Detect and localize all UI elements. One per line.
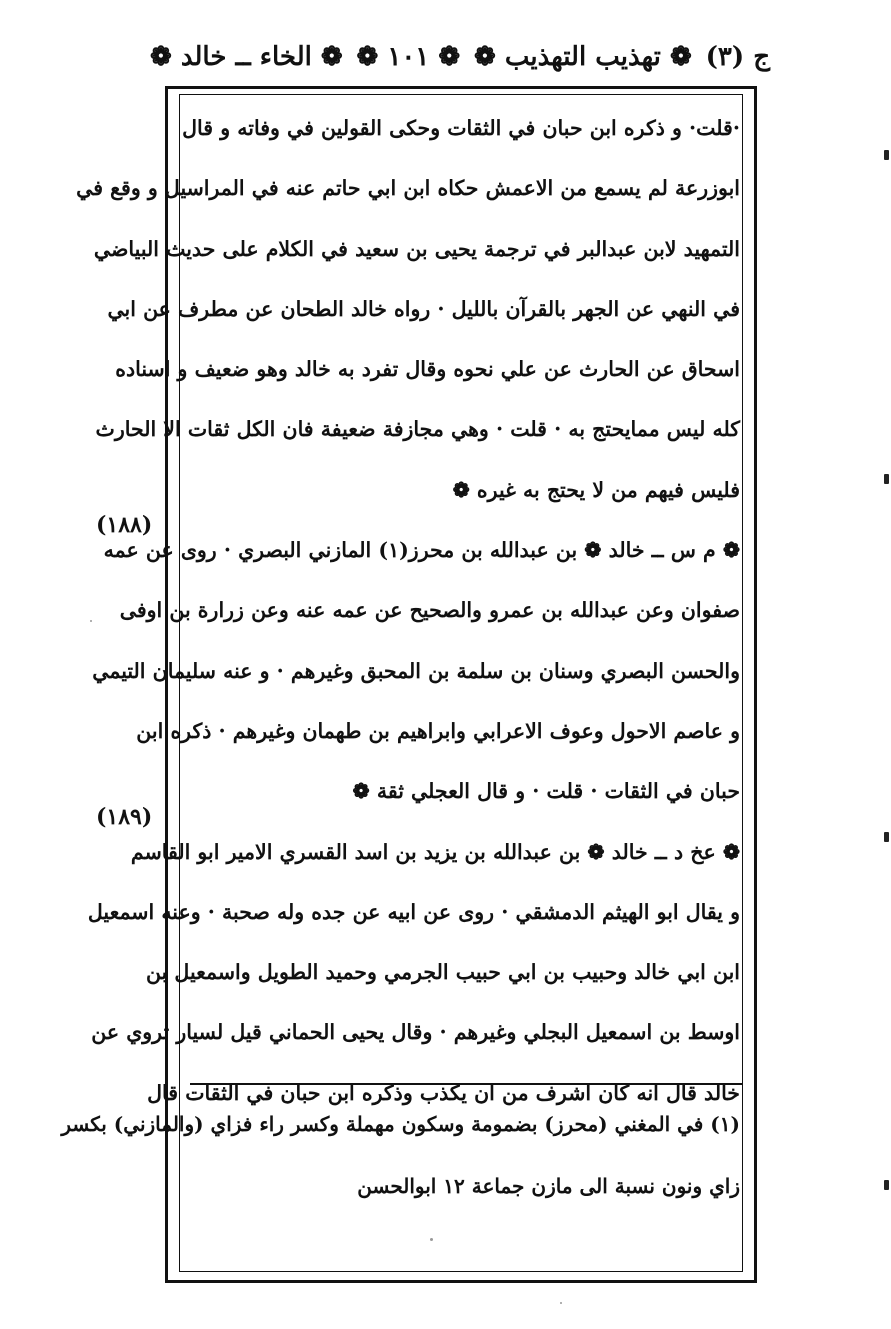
footnote-divider bbox=[190, 1083, 742, 1085]
text-line: و يقال ابو الهيثم الدمشقي · روى عن ابيه عن جده وله صحبة · وعنه اسمعيل bbox=[87, 899, 740, 924]
page-number: ❁ ١٠١ ❁ bbox=[356, 42, 461, 72]
entry-number-189: (١٨٩) bbox=[96, 804, 153, 830]
text-line: و عاصم الاحول وعوف الاعرابي وابراهيم بن طهمان وغيرهم · ذكره ابن bbox=[136, 718, 740, 743]
text-line: صفوان وعن عبدالله بن عمرو والصحيح عن عمه عنه وعن زرارة بن اوفى bbox=[119, 598, 740, 623]
paper-speck bbox=[90, 620, 92, 622]
text-line: ابوزرعة لم يسمع من الاعمش حكاه ابن ابي حاتم عنه في المراسيل و وقع في bbox=[76, 176, 740, 201]
margin-mark bbox=[884, 474, 889, 484]
text-line: فليس فيهم من لا يحتج به غيره ❁ bbox=[452, 477, 740, 502]
margin-mark bbox=[884, 832, 889, 842]
text-line: في النهي عن الجهر بالقرآن بالليل · رواه خالد الطحان عن مطرف عن ابي bbox=[107, 296, 740, 321]
paper-speck bbox=[430, 1238, 433, 1241]
entry-heading-line: ❁ م س ــ خالد ❁ بن عبدالله بن محرز(١) المازني البصري · روى عن عمه bbox=[103, 538, 740, 563]
book-title: ❁ تهذيب التهذيب ❁ bbox=[473, 42, 692, 72]
paper-speck bbox=[560, 1302, 562, 1304]
text-line: خالد قال انه كان اشرف من ان يكذب وذكره ابن حبان في الثقات قال bbox=[147, 1080, 740, 1105]
volume-label: ج (٣) bbox=[705, 42, 770, 72]
footnote-line: (١) في المغني (محرز) بضمومة وسكون مهملة وكسر راء فزاي (والمازني) بكسر bbox=[61, 1112, 740, 1136]
entry-heading-line: ❁ عخ د ــ خالد ❁ بن عبدالله بن يزيد بن اسد القسري الامير ابو القاسم bbox=[130, 839, 740, 864]
footnote-line: زاي ونون نسبة الى مازن جماعة ١٢ ابوالحسن bbox=[357, 1174, 740, 1198]
text-line: كله ليس ممايحتج به · قلت · وهي مجازفة ضعيفة فان الكل ثقات الا الحارث bbox=[95, 417, 740, 442]
entry-number-188: (١٨٨) bbox=[96, 512, 153, 538]
text-line: التمهيد لابن عبدالبر في ترجمة يحيى بن سعيد في الكلام على حديث البياضي bbox=[93, 236, 740, 261]
text-line: اوسط بن اسمعيل البجلي وغيرهم · وقال يحيى الحماني قيل لسيار تروي عن bbox=[91, 1020, 740, 1045]
margin-mark bbox=[884, 150, 889, 160]
footnotes bbox=[61, 1093, 740, 1217]
running-header bbox=[150, 32, 770, 82]
section-title: ❁ الخاء ــ خالد ❁ bbox=[150, 42, 343, 72]
margin-mark bbox=[884, 1180, 889, 1190]
text-line: ·قلت· و ذكره ابن حبان في الثقات وحكى القولين في وفاته و قال bbox=[182, 116, 740, 140]
text-line: والحسن البصري وسنان بن سلمة بن المحبق وغيرهم · و عنه سليمان التيمي bbox=[92, 658, 740, 683]
text-line: اسحاق عن الحارث عن علي نحوه وقال تفرد به خالد وهو ضعيف و اسناده bbox=[115, 357, 740, 382]
text-line: ابن ابي خالد وحبيب بن ابي حبيب الجرمي وحميد الطويل واسمعيل بن bbox=[145, 960, 740, 985]
text-line: حبان في الثقات · قلت · و قال العجلي ثقة ❁ bbox=[352, 779, 740, 804]
